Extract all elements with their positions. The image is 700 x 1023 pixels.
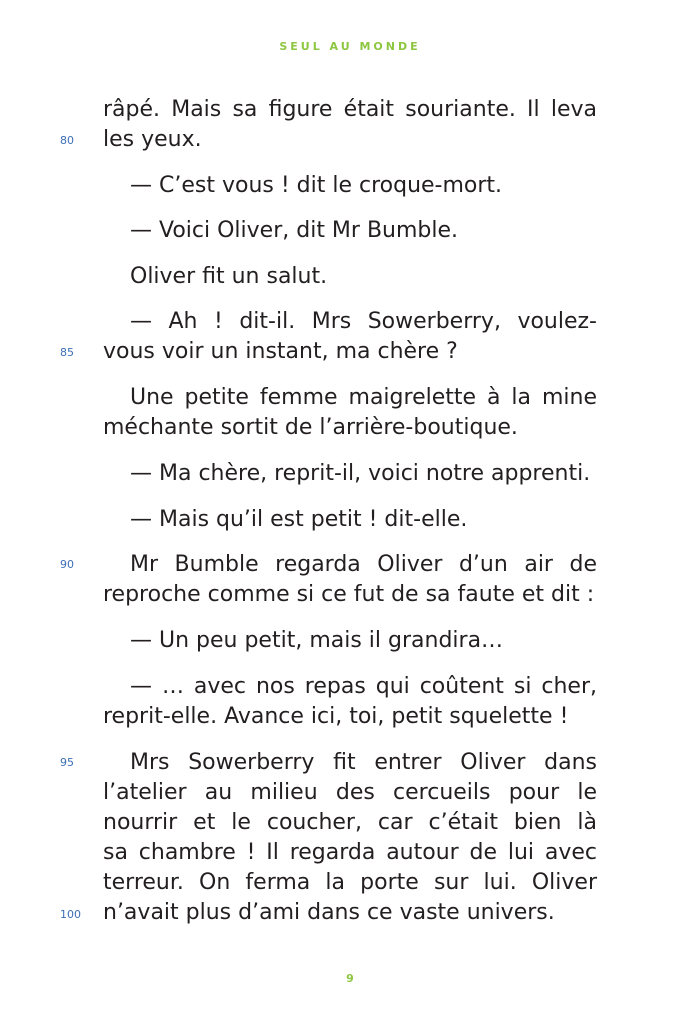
text-line: — C’est vous ! dit le croque-mort. — [130, 173, 503, 198]
paragraph — [103, 626, 597, 656]
margin-line-number: 100 — [60, 908, 81, 921]
text-line: l’atelier au milieu des cercueils pour le — [103, 780, 597, 805]
text-line: râpé. Mais sa figure était souriante. Il leva — [103, 97, 597, 122]
text-line: — Voici Oliver, dit Mr Bumble. — [130, 218, 459, 243]
text-line: — … avec nos repas qui coûtent si cher, — [130, 674, 597, 699]
text-line: les yeux. — [103, 127, 202, 152]
paragraph — [103, 216, 597, 246]
text-line: Une petite femme maigrelette à la mine — [130, 385, 597, 410]
text-line: reproche comme si ce fut de sa faute et dit : — [103, 582, 595, 607]
paragraph — [103, 307, 597, 367]
margin-line-number: 85 — [60, 346, 74, 359]
paragraph — [103, 672, 597, 732]
text-line: — Un peu petit, mais il grandira… — [130, 628, 504, 653]
paragraph — [103, 550, 597, 610]
margin-line-number: 80 — [60, 134, 74, 147]
text-line: — Ma chère, reprit-il, voici notre apprenti. — [130, 461, 591, 486]
text-line: terreur. On ferma la porte sur lui. Oliver — [103, 870, 597, 895]
paragraph — [103, 171, 597, 201]
text-line: Mr Bumble regarda Oliver d’un air de — [130, 552, 597, 577]
text-line: — Ah ! dit-il. Mrs Sowerberry, voulez- — [130, 309, 597, 334]
text-line: sa chambre ! Il regarda autour de lui avec — [103, 840, 597, 865]
margin-line-number: 90 — [60, 558, 74, 571]
paragraph — [103, 262, 597, 292]
text-line: Mrs Sowerberry fit entrer Oliver dans — [130, 750, 597, 775]
text-line: Oliver fit un salut. — [130, 264, 328, 289]
text-line: méchante sortit de l’arrière-boutique. — [103, 415, 518, 440]
paragraph — [103, 95, 597, 155]
text-line: nourrir et le coucher, car c’était bien là — [103, 810, 597, 835]
text-line: vous voir un instant, ma chère ? — [103, 339, 458, 364]
page-number: 9 — [346, 972, 354, 985]
margin-line-number: 95 — [60, 756, 74, 769]
paragraph — [103, 748, 597, 928]
paragraph — [103, 383, 597, 443]
text-line: n’avait plus d’ami dans ce vaste univers. — [103, 900, 555, 925]
running-header: SEUL AU MONDE — [279, 40, 421, 53]
text-line: — Mais qu’il est petit ! dit-elle. — [130, 507, 468, 532]
paragraph — [103, 505, 597, 535]
text-line: reprit-elle. Avance ici, toi, petit squelette ! — [103, 704, 569, 729]
paragraph — [103, 459, 597, 489]
